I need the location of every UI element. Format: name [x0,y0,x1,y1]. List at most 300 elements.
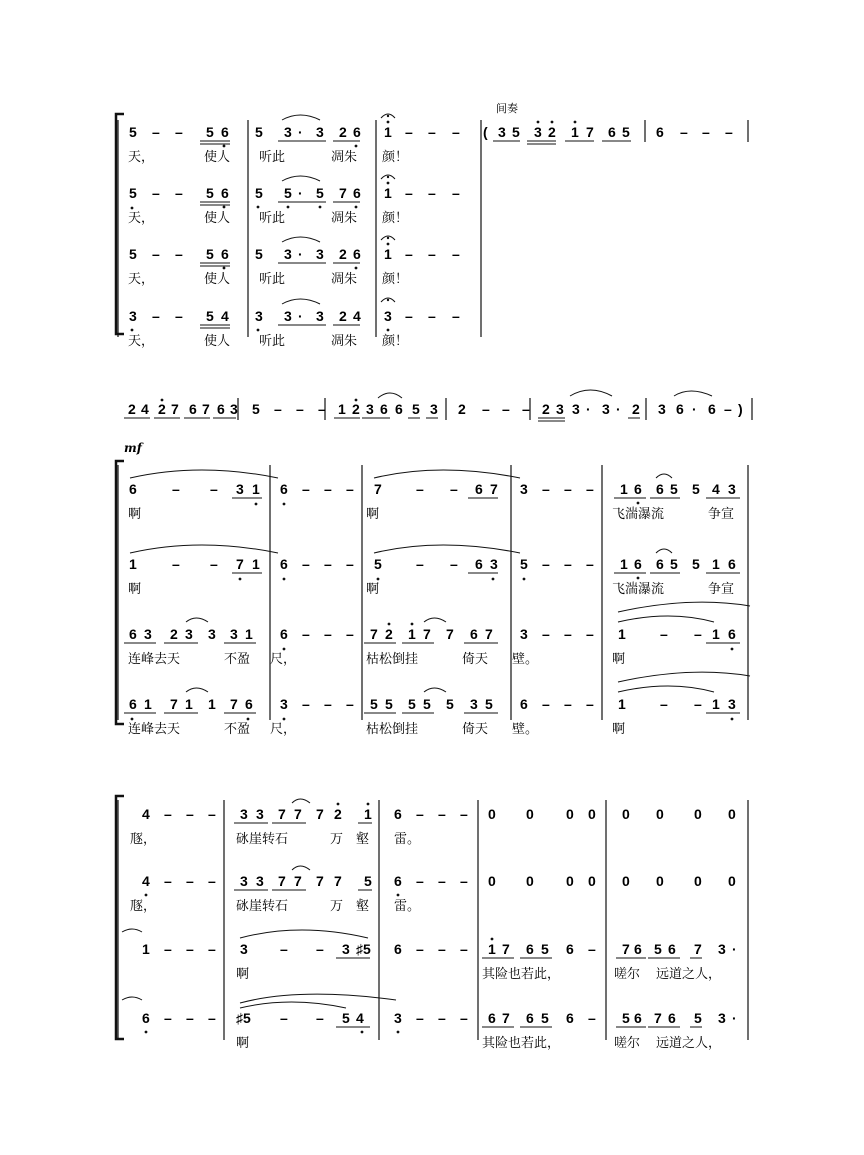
note: – [694,696,702,712]
note: 1 [208,696,216,712]
note: – [416,481,424,497]
lyric: 万 [330,832,344,847]
note: 3 [240,806,248,822]
note: 6 [221,185,229,201]
note: – [164,806,172,822]
note: 1 [620,481,628,497]
interlude-label: 间奏 [496,102,518,115]
note: 2 [170,626,178,642]
note: · [298,124,303,140]
lyric: 天， [128,272,155,287]
note: 6 [129,481,137,497]
lyric: 天， [128,150,155,165]
note: 3 [240,873,248,889]
note: – [438,941,446,957]
note: – [416,941,424,957]
lyric: 听此 [259,150,286,165]
note: 5 [512,124,520,140]
note: 5 [694,1010,702,1026]
note: 4 [712,481,720,497]
note: 1 [488,941,496,957]
note: 5 [485,696,493,712]
note: – [428,124,436,140]
note: 3 [470,696,478,712]
note: – [172,556,180,572]
note: 1 [338,401,346,417]
note: 5 [622,124,630,140]
note: – [428,185,436,201]
note: – [175,124,183,140]
note: – [324,556,332,572]
note: – [416,556,424,572]
note: 0 [488,806,496,822]
note: 5 [206,246,214,262]
note: 7 [202,401,210,417]
lyric: 颜！ [382,211,409,226]
system-brackets [116,114,124,1039]
note: – [280,941,288,957]
note: 3 [718,1010,726,1026]
note: · [616,401,621,417]
note: – [416,873,424,889]
notation-ornaments [122,114,750,1033]
note: 5 [129,246,137,262]
note: 3 [256,806,264,822]
lyric: 听此 [259,211,286,226]
note: ♯5 [236,1010,251,1026]
note: – [405,308,413,324]
note: 6 [656,124,664,140]
lyric: 啊 [366,507,380,522]
note: 0 [526,806,534,822]
note: – [318,401,326,417]
note: – [416,1010,424,1026]
note: – [152,185,160,201]
note: 5 [206,308,214,324]
dynamic-mark: mf [124,441,142,455]
lyric: 其险也若此， [482,1036,561,1051]
note: – [724,401,732,417]
note: 6 [475,556,483,572]
note: 6 [566,1010,574,1026]
lyric: 凋朱 [331,272,358,287]
note: 6 [566,941,574,957]
note: – [460,873,468,889]
note: 1 [620,556,628,572]
note: – [452,308,460,324]
note: 7 [423,626,431,642]
note: 0 [694,806,702,822]
note: 0 [728,806,736,822]
note: 5 [316,185,324,201]
note: 1 [384,185,392,201]
note: 5 [206,124,214,140]
note: 1 [129,556,137,572]
note: 3 [718,941,726,957]
note: 3 [384,308,392,324]
lyric: 豗， [130,832,157,847]
note: – [542,696,550,712]
note: 3 [498,124,506,140]
note: – [542,626,550,642]
note: 6 [708,401,716,417]
lyric: 凋朱 [331,334,358,349]
note: 4 [142,806,150,822]
note: – [316,1010,324,1026]
note: 0 [656,873,664,889]
note: · [732,941,737,957]
note: – [586,481,594,497]
note: ♯5 [356,941,371,957]
note: 5 [408,696,416,712]
note: · [732,1010,737,1026]
note: 6 [280,481,288,497]
note: 7 [171,401,179,417]
note: 1 [144,696,152,712]
note: 7 [654,1010,662,1026]
note: – [346,626,354,642]
note: – [164,941,172,957]
note: – [438,806,446,822]
note: 5 [255,185,263,201]
note: 6 [217,401,225,417]
note: 5 [342,1010,350,1026]
lyric: 远道之人， [656,1036,722,1051]
note: 6 [634,481,642,497]
lyric: 不盈 [224,722,251,737]
lyric: 啊 [612,722,626,737]
note: 7 [586,124,594,140]
note: 1 [252,481,260,497]
note: – [346,481,354,497]
lyric: 使人 [204,150,231,165]
note: 6 [129,626,137,642]
note: – [208,1010,216,1026]
note: – [564,481,572,497]
lyric: 飞湍瀑流 [612,582,665,597]
lyric: 壁。 [512,652,539,667]
note: 5 [412,401,420,417]
lyric: 听此 [259,334,286,349]
note: 1 [364,806,372,822]
note: 6 [668,941,676,957]
note: 2 [158,401,166,417]
note: 1 [712,556,720,572]
note: · [298,185,303,201]
lyric: 使人 [204,334,231,349]
note: – [296,401,304,417]
note: 4 [356,1010,364,1026]
note: – [164,873,172,889]
note: 6 [189,401,197,417]
note: 7 [236,556,244,572]
note: 4 [142,873,150,889]
note: 6 [656,481,664,497]
lyric: 争宣 [708,507,735,522]
note: – [702,124,710,140]
note: 3 [255,308,263,324]
note: – [586,626,594,642]
note: – [450,481,458,497]
note: – [405,246,413,262]
note: 0 [566,806,574,822]
note: – [175,185,183,201]
note: 6 [634,941,642,957]
note: – [564,626,572,642]
note: 7 [278,806,286,822]
lyric: 凋朱 [331,150,358,165]
note: – [324,696,332,712]
note: 7 [485,626,493,642]
note: – [660,626,668,642]
note: 5 [670,556,678,572]
note: – [186,941,194,957]
note: – [175,308,183,324]
note: 3 [534,124,542,140]
note: 3 [230,626,238,642]
system-bracket [116,796,124,1039]
note: 0 [566,873,574,889]
lyric: 雷。 [394,832,421,847]
lyric: 飞湍瀑流 [612,507,665,522]
note: – [588,1010,596,1026]
note: 3 [316,246,324,262]
note: 6 [280,626,288,642]
note: 7 [294,873,302,889]
lyric: 使人 [204,272,231,287]
lyric: 嗟尔 [614,967,641,982]
note: 5 [252,401,260,417]
note: 5 [129,124,137,140]
note: 5 [520,556,528,572]
note: – [324,481,332,497]
note: 5 [541,941,549,957]
note: 6 [395,401,403,417]
note: 7 [316,873,324,889]
note: – [694,626,702,642]
note: 6 [394,873,402,889]
note: 3 [430,401,438,417]
lyric: 倚天 [462,722,489,737]
note: – [210,556,218,572]
note: 6 [353,124,361,140]
lyric: 连峰去天 [128,722,181,737]
note: 7 [230,696,238,712]
note: – [302,556,310,572]
note: 7 [339,185,347,201]
note: 5 [541,1010,549,1026]
note: – [586,556,594,572]
note: 3 [394,1010,402,1026]
note: 3 [284,246,292,262]
note: 3 [236,481,244,497]
note: 7 [334,873,342,889]
note: 1 [252,556,260,572]
note: 2 [385,626,393,642]
note: 5 [692,556,700,572]
note: 2 [339,124,347,140]
lyric: 颜！ [382,334,409,349]
note: 1 [142,941,150,957]
note: 3 [185,626,193,642]
note: 2 [542,401,550,417]
note: 2 [334,806,342,822]
note: 3 [366,401,374,417]
lyric: 不盈 [224,652,251,667]
note: – [588,941,596,957]
note: 0 [656,806,664,822]
note: 4 [221,308,229,324]
lyric: 嗟尔 [614,1036,641,1051]
lyric: 啊 [236,967,250,982]
note: 0 [488,873,496,889]
note: 7 [694,941,702,957]
note: 3 [129,308,137,324]
note: – [502,401,510,417]
note: 1 [408,626,416,642]
note: 7 [502,941,510,957]
note: 5 [129,185,137,201]
note: 6 [353,185,361,201]
note: 3 [280,696,288,712]
note: 0 [694,873,702,889]
note: – [186,806,194,822]
note: – [460,941,468,957]
note: 2 [339,246,347,262]
note: 2 [339,308,347,324]
note: 5 [206,185,214,201]
note: 0 [622,806,630,822]
note: – [564,696,572,712]
note: · [298,308,303,324]
note: 6 [526,941,534,957]
lyric: 天， [128,211,155,226]
note: 2 [548,124,556,140]
lyric: 颜！ [382,150,409,165]
note: 3 [144,626,152,642]
note: – [452,246,460,262]
note: 1 [384,124,392,140]
lyric: 啊 [366,582,380,597]
note: 6 [526,1010,534,1026]
lyric: 凋朱 [331,211,358,226]
note: – [564,556,572,572]
note: 3 [230,401,238,417]
note: 1 [185,696,193,712]
lyric: 枯松倒挂 [366,722,419,737]
note: 6 [608,124,616,140]
lyric: 雷。 [394,899,421,914]
note: 6 [470,626,478,642]
note: 5 [423,696,431,712]
note: 5 [255,246,263,262]
note: 3 [520,481,528,497]
note: 3 [342,941,350,957]
lyrics [128,149,734,1051]
note: – [186,873,194,889]
lyric: 尺， [270,722,297,737]
note: 0 [588,873,596,889]
note: 5 [385,696,393,712]
note: 6 [280,556,288,572]
note: 7 [316,806,324,822]
note: – [450,556,458,572]
system-bracket [116,114,124,334]
lyric: 壑 [356,832,370,847]
note: – [164,1010,172,1026]
lyric: 天， [128,334,155,349]
note: 2 [458,401,466,417]
note: 1 [245,626,253,642]
note: – [460,1010,468,1026]
note: – [460,806,468,822]
note: – [280,1010,288,1026]
note: – [152,308,160,324]
note: – [542,481,550,497]
lyric: 听此 [259,272,286,287]
note: – [186,1010,194,1026]
notation-numbers [128,124,743,1026]
note: 5 [255,124,263,140]
note: 5 [446,696,454,712]
lyric: 万 [330,899,344,914]
lyric: 壁。 [512,722,539,737]
note: – [522,401,530,417]
lyric: 使人 [204,211,231,226]
note: 6 [656,556,664,572]
note: 6 [245,696,253,712]
note: – [438,873,446,889]
note: 1 [712,626,720,642]
note: 0 [526,873,534,889]
system-bracket [116,461,124,724]
note: – [208,806,216,822]
note: 3 [556,401,564,417]
note: – [452,124,460,140]
note: 6 [129,696,137,712]
note: 3 [240,941,248,957]
note: 3 [284,308,292,324]
note: – [302,481,310,497]
note: 6 [634,1010,642,1026]
note: 3 [316,308,324,324]
note: 5 [670,481,678,497]
note: 1 [384,246,392,262]
note: – [438,1010,446,1026]
note: – [175,246,183,262]
note: – [586,696,594,712]
note: – [428,308,436,324]
note: 6 [394,941,402,957]
note: 2 [632,401,640,417]
note: 7 [170,696,178,712]
note: – [210,481,218,497]
note: – [428,246,436,262]
note: 3 [728,481,736,497]
note: 5 [364,873,372,889]
note: 6 [520,696,528,712]
note: – [152,246,160,262]
note: 4 [353,308,361,324]
note: 0 [728,873,736,889]
note: 0 [622,873,630,889]
note: – [725,124,733,140]
note: 3 [208,626,216,642]
note: 4 [141,401,149,417]
note: 3 [284,124,292,140]
note: 1 [618,696,626,712]
note: – [416,806,424,822]
